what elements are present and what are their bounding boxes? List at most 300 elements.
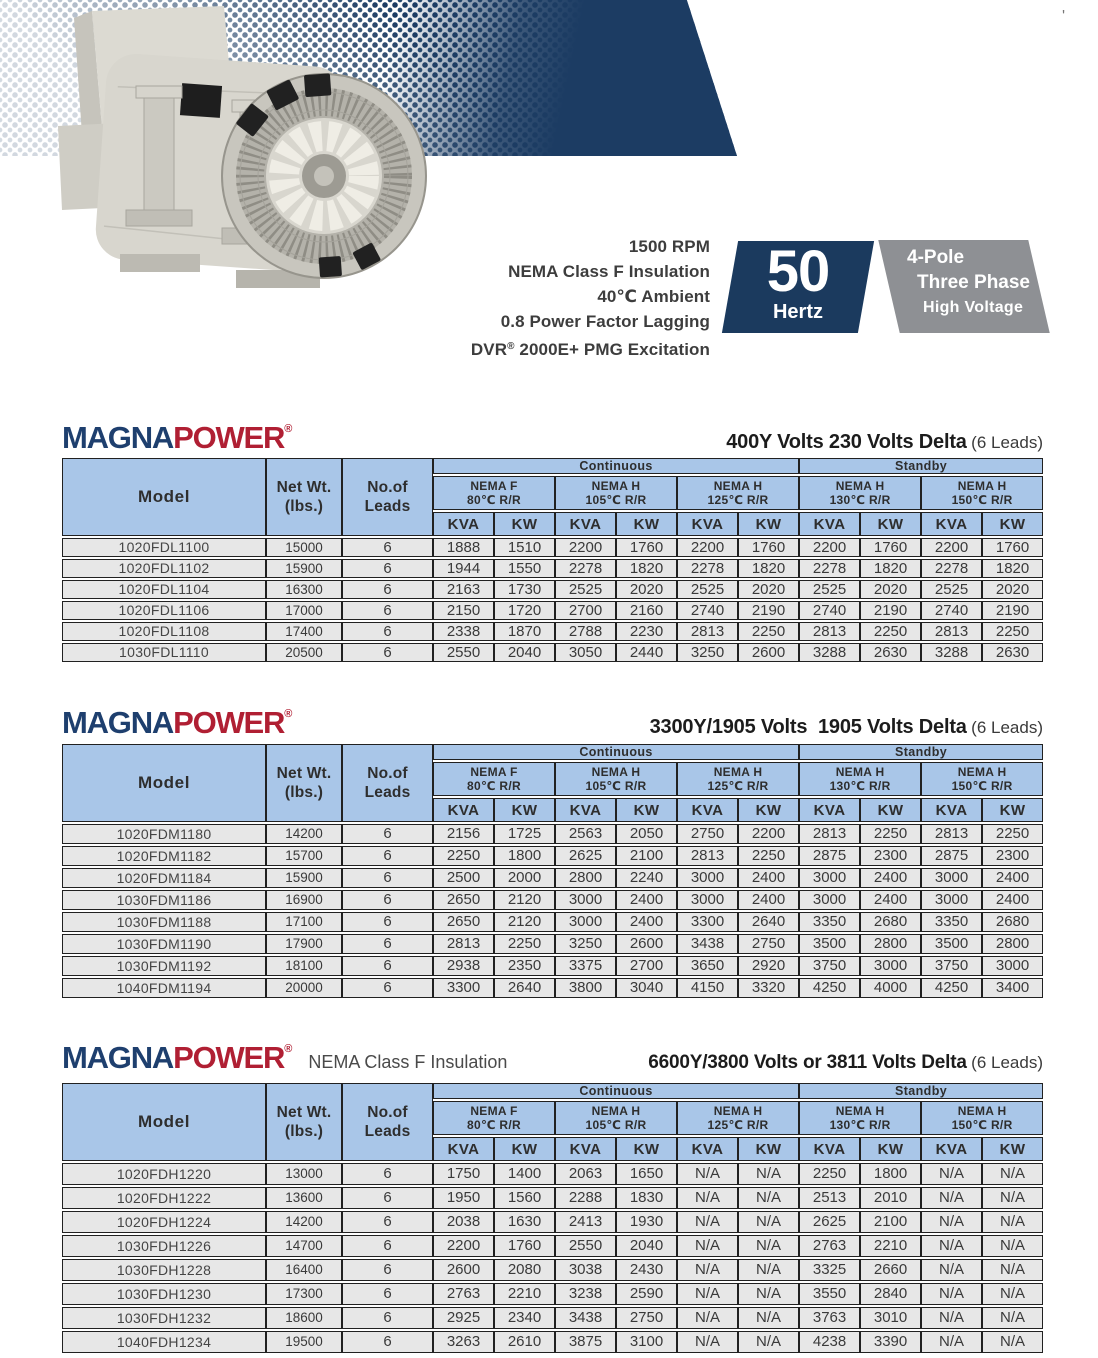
kw-value-cell: 2440 bbox=[616, 643, 677, 662]
leads-cell: 6 bbox=[342, 1163, 433, 1185]
kva-value-cell: N/A bbox=[921, 1235, 982, 1257]
nema-temp: 105℃ R/R bbox=[585, 1118, 647, 1132]
nema-name: NEMA H bbox=[713, 765, 763, 779]
kw-value-cell: 2250 bbox=[982, 622, 1043, 641]
kw-value-cell: 2210 bbox=[494, 1283, 555, 1305]
model-cell: 1030FDH1226 bbox=[62, 1235, 266, 1257]
net-weight-line1: Net Wt. bbox=[276, 765, 332, 782]
kva-value-cell: N/A bbox=[921, 1259, 982, 1281]
kva-value-cell: N/A bbox=[677, 1211, 738, 1233]
kw-value-cell: 2250 bbox=[494, 934, 555, 954]
kva-value-cell: 2200 bbox=[433, 1235, 494, 1257]
table-row bbox=[62, 846, 1043, 866]
nema-name: NEMA H bbox=[591, 479, 641, 493]
table-row bbox=[62, 1283, 1043, 1305]
net-weight-cell: 16900 bbox=[266, 890, 342, 910]
kva-header: KVA bbox=[799, 798, 860, 822]
kva-value-cell: 3763 bbox=[799, 1307, 860, 1329]
kw-value-cell: 1870 bbox=[494, 622, 555, 641]
leads-cell: 6 bbox=[342, 1259, 433, 1281]
kw-value-cell: 1510 bbox=[494, 538, 555, 557]
leads-cell: 6 bbox=[342, 912, 433, 932]
table-1-title-leads: (6 Leads) bbox=[971, 433, 1043, 452]
nema-h-150-header bbox=[921, 762, 1043, 796]
kw-value-cell: 2400 bbox=[616, 890, 677, 910]
model-cell: 1020FDL1108 bbox=[62, 622, 266, 641]
kw-value-cell: 1760 bbox=[982, 538, 1043, 557]
kva-value-cell: 2875 bbox=[921, 846, 982, 866]
kva-value-cell: N/A bbox=[921, 1187, 982, 1209]
kva-value-cell: 2813 bbox=[921, 622, 982, 641]
kw-value-cell: 1760 bbox=[494, 1235, 555, 1257]
kva-value-cell: 4250 bbox=[799, 978, 860, 998]
kva-value-cell: 2163 bbox=[433, 580, 494, 599]
model-cell: 1030FDM1186 bbox=[62, 890, 266, 910]
nema-h-105-header bbox=[555, 1101, 677, 1135]
table-row bbox=[62, 622, 1043, 641]
kva-value-cell: 3050 bbox=[555, 643, 616, 662]
frequency-unit: Hertz bbox=[772, 301, 823, 323]
net-weight-line2: (lbs.) bbox=[284, 784, 324, 801]
model-cell: 1040FDH1234 bbox=[62, 1331, 266, 1353]
kva-value-cell: 2788 bbox=[555, 622, 616, 641]
table-row bbox=[62, 956, 1043, 976]
kva-value-cell: 2740 bbox=[921, 601, 982, 620]
kw-value-cell: 1820 bbox=[738, 559, 799, 578]
kw-value-cell: 2040 bbox=[616, 1235, 677, 1257]
kva-value-cell: 2813 bbox=[677, 622, 738, 641]
kva-value-cell: 3300 bbox=[677, 912, 738, 932]
kva-value-cell: N/A bbox=[677, 1187, 738, 1209]
kw-value-cell: 3010 bbox=[860, 1307, 921, 1329]
nema-name: NEMA H bbox=[835, 765, 885, 779]
kva-value-cell: N/A bbox=[677, 1331, 738, 1353]
table-row bbox=[62, 912, 1043, 932]
kva-value-cell: N/A bbox=[921, 1283, 982, 1305]
spec-line-pf: 0.8 Power Factor Lagging bbox=[500, 312, 710, 331]
table-row bbox=[62, 1235, 1043, 1257]
model-cell: 1030FDH1232 bbox=[62, 1307, 266, 1329]
kw-header: KW bbox=[738, 1137, 799, 1161]
frequency-badge bbox=[730, 241, 866, 333]
kw-value-cell: N/A bbox=[982, 1235, 1043, 1257]
kw-value-cell: 4000 bbox=[860, 978, 921, 998]
kva-value-cell: 3650 bbox=[677, 956, 738, 976]
kw-value-cell: 2100 bbox=[860, 1211, 921, 1233]
kw-header: KW bbox=[982, 798, 1043, 822]
kw-value-cell: N/A bbox=[982, 1211, 1043, 1233]
kva-value-cell: 3350 bbox=[799, 912, 860, 932]
kw-header: KW bbox=[738, 798, 799, 822]
kva-value-cell: 2413 bbox=[555, 1211, 616, 1233]
logo-power: POWER bbox=[173, 1040, 285, 1075]
kva-value-cell: N/A bbox=[677, 1259, 738, 1281]
kw-value-cell: 1930 bbox=[616, 1211, 677, 1233]
leads-cell: 6 bbox=[342, 1235, 433, 1257]
kva-value-cell: 3250 bbox=[677, 643, 738, 662]
kw-value-cell: 2630 bbox=[860, 643, 921, 662]
net-weight-cell: 17000 bbox=[266, 601, 342, 620]
kva-value-cell: 2700 bbox=[555, 601, 616, 620]
kva-value-cell: 3288 bbox=[799, 643, 860, 662]
kw-value-cell: N/A bbox=[738, 1235, 799, 1257]
kva-value-cell: 1888 bbox=[433, 538, 494, 557]
kva-value-cell: 2563 bbox=[555, 824, 616, 844]
logo-power: POWER bbox=[173, 420, 285, 455]
model-cell: 1020FDM1182 bbox=[62, 846, 266, 866]
kw-value-cell: 2680 bbox=[982, 912, 1043, 932]
net-weight-cell: 15900 bbox=[266, 559, 342, 578]
nema-h-125-header bbox=[677, 476, 799, 510]
kva-value-cell: 2278 bbox=[555, 559, 616, 578]
kva-value-cell: 2740 bbox=[799, 601, 860, 620]
model-cell: 1030FDH1228 bbox=[62, 1259, 266, 1281]
kva-value-cell: 2288 bbox=[555, 1187, 616, 1209]
kw-value-cell: 2250 bbox=[738, 846, 799, 866]
kva-header: KVA bbox=[921, 798, 982, 822]
kva-value-cell: 3550 bbox=[799, 1283, 860, 1305]
table-row bbox=[62, 1307, 1043, 1329]
kw-value-cell: N/A bbox=[738, 1163, 799, 1185]
kva-value-cell: 2200 bbox=[555, 538, 616, 557]
kva-value-cell: N/A bbox=[677, 1163, 738, 1185]
kw-value-cell: 2400 bbox=[982, 890, 1043, 910]
kva-value-cell: 2813 bbox=[799, 824, 860, 844]
net-weight-header bbox=[266, 744, 342, 822]
table-row bbox=[62, 978, 1043, 998]
kva-header: KVA bbox=[433, 512, 494, 536]
model-cell: 1020FDM1184 bbox=[62, 868, 266, 888]
kw-value-cell: 2120 bbox=[494, 912, 555, 932]
kva-value-cell: 3000 bbox=[555, 890, 616, 910]
kw-header: KW bbox=[982, 1137, 1043, 1161]
nema-temp: 125℃ R/R bbox=[707, 1118, 769, 1132]
nema-temp: 150℃ R/R bbox=[951, 493, 1013, 507]
kva-header: KVA bbox=[677, 798, 738, 822]
pole-label: 4-Pole bbox=[907, 247, 965, 268]
kva-value-cell: 2150 bbox=[433, 601, 494, 620]
ratings-table-6600v bbox=[62, 1081, 1043, 1355]
kw-value-cell: N/A bbox=[738, 1211, 799, 1233]
kva-value-cell: N/A bbox=[677, 1307, 738, 1329]
kw-value-cell: 2200 bbox=[738, 824, 799, 844]
kw-value-cell: 2400 bbox=[982, 868, 1043, 888]
table-row bbox=[62, 643, 1043, 662]
kw-value-cell: 1760 bbox=[738, 538, 799, 557]
table-row bbox=[62, 824, 1043, 844]
kw-value-cell: 2020 bbox=[860, 580, 921, 599]
table-row bbox=[62, 538, 1043, 557]
kw-value-cell: 2210 bbox=[860, 1235, 921, 1257]
net-weight-cell: 18100 bbox=[266, 956, 342, 976]
kw-value-cell: N/A bbox=[738, 1259, 799, 1281]
net-weight-cell: 17300 bbox=[266, 1283, 342, 1305]
net-weight-cell: 15000 bbox=[266, 538, 342, 557]
kva-value-cell: 3800 bbox=[555, 978, 616, 998]
excitation-text: 2000E+ PMG Excitation bbox=[514, 340, 710, 359]
nema-h-130-header bbox=[799, 1101, 921, 1135]
kva-value-cell: 3250 bbox=[555, 934, 616, 954]
kw-value-cell: N/A bbox=[738, 1331, 799, 1353]
model-cell: 1020FDH1222 bbox=[62, 1187, 266, 1209]
model-cell: 1030FDH1230 bbox=[62, 1283, 266, 1305]
kva-header: KVA bbox=[555, 798, 616, 822]
logo-registered-mark: ® bbox=[284, 1043, 293, 1055]
nema-f-80-header bbox=[433, 762, 555, 796]
kva-value-cell: 2813 bbox=[677, 846, 738, 866]
nema-f-80-header bbox=[433, 1101, 555, 1135]
kw-value-cell: 2700 bbox=[616, 956, 677, 976]
kva-value-cell: 2550 bbox=[555, 1235, 616, 1257]
kva-value-cell: 2650 bbox=[433, 890, 494, 910]
table-3-head bbox=[62, 1083, 1043, 1161]
kva-value-cell: 3000 bbox=[555, 912, 616, 932]
table-row bbox=[62, 1259, 1043, 1281]
leads-header bbox=[342, 1083, 433, 1161]
model-cell: 1020FDL1104 bbox=[62, 580, 266, 599]
kva-value-cell: 2338 bbox=[433, 622, 494, 641]
table-row bbox=[62, 890, 1043, 910]
nema-name: NEMA H bbox=[591, 1104, 641, 1118]
kva-value-cell: 2875 bbox=[799, 846, 860, 866]
model-cell: 1030FDM1192 bbox=[62, 956, 266, 976]
kva-value-cell: 3238 bbox=[555, 1283, 616, 1305]
kva-value-cell: 3000 bbox=[921, 868, 982, 888]
kw-value-cell: 2400 bbox=[738, 890, 799, 910]
kva-value-cell: N/A bbox=[921, 1211, 982, 1233]
net-weight-header bbox=[266, 1083, 342, 1161]
kva-value-cell: 2513 bbox=[799, 1187, 860, 1209]
kw-value-cell: 2300 bbox=[982, 846, 1043, 866]
insulation-note: NEMA Class F Insulation bbox=[308, 1052, 508, 1072]
leads-line1: No.of bbox=[367, 765, 408, 782]
table-2-title-leads: (6 Leads) bbox=[971, 718, 1043, 737]
logo-magna: MAGNA bbox=[62, 420, 174, 455]
table-row bbox=[62, 580, 1043, 599]
kw-value-cell: 3320 bbox=[738, 978, 799, 998]
nema-h-150-header bbox=[921, 476, 1043, 510]
kw-value-cell: 2300 bbox=[860, 846, 921, 866]
leads-cell: 6 bbox=[342, 868, 433, 888]
kw-value-cell: N/A bbox=[982, 1283, 1043, 1305]
kva-value-cell: 2500 bbox=[433, 868, 494, 888]
kw-header: KW bbox=[860, 798, 921, 822]
kw-value-cell: 1830 bbox=[616, 1187, 677, 1209]
kva-header: KVA bbox=[921, 512, 982, 536]
kw-value-cell: 2160 bbox=[616, 601, 677, 620]
kva-header: KVA bbox=[555, 1137, 616, 1161]
nema-temp: 80℃ R/R bbox=[467, 1118, 521, 1132]
table-1-title bbox=[726, 431, 1043, 454]
leads-cell: 6 bbox=[342, 1331, 433, 1353]
section-3-header bbox=[62, 1032, 1043, 1075]
nema-h-125-header bbox=[677, 762, 799, 796]
nema-temp: 125℃ R/R bbox=[707, 493, 769, 507]
nema-h-105-header bbox=[555, 762, 677, 796]
kw-value-cell: 2600 bbox=[738, 643, 799, 662]
kva-value-cell: 2600 bbox=[433, 1259, 494, 1281]
kva-value-cell: 3350 bbox=[921, 912, 982, 932]
nema-f-80-header bbox=[433, 476, 555, 510]
table-2-title bbox=[650, 716, 1043, 739]
kva-value-cell: 2250 bbox=[433, 846, 494, 866]
table-3-title-volts: 6600Y/3800 Volts or 3811 Volts Delta bbox=[648, 1052, 967, 1073]
table-3-title bbox=[648, 1052, 1043, 1074]
model-cell: 1030FDL1110 bbox=[62, 643, 266, 662]
kw-header: KW bbox=[494, 1137, 555, 1161]
kw-value-cell: 1820 bbox=[982, 559, 1043, 578]
kw-value-cell: 2400 bbox=[860, 868, 921, 888]
kva-value-cell: 2525 bbox=[921, 580, 982, 599]
table-row bbox=[62, 1163, 1043, 1185]
kva-value-cell: N/A bbox=[921, 1307, 982, 1329]
net-weight-cell: 16300 bbox=[266, 580, 342, 599]
model-header: Model bbox=[62, 1083, 266, 1161]
continuous-header: Continuous bbox=[433, 744, 799, 760]
kva-value-cell: 2278 bbox=[799, 559, 860, 578]
kva-value-cell: 3000 bbox=[677, 868, 738, 888]
net-weight-cell: 14200 bbox=[266, 824, 342, 844]
kva-value-cell: 2550 bbox=[433, 643, 494, 662]
kw-value-cell: 2010 bbox=[860, 1187, 921, 1209]
model-header: Model bbox=[62, 458, 266, 536]
kva-header: KVA bbox=[799, 1137, 860, 1161]
nema-temp: 130℃ R/R bbox=[829, 1118, 891, 1132]
kw-header: KW bbox=[860, 1137, 921, 1161]
leads-cell: 6 bbox=[342, 890, 433, 910]
kw-value-cell: 2020 bbox=[982, 580, 1043, 599]
kw-value-cell: 2750 bbox=[616, 1307, 677, 1329]
kw-value-cell: 3000 bbox=[982, 956, 1043, 976]
generator-photo bbox=[28, 4, 438, 336]
kva-value-cell: 3000 bbox=[921, 890, 982, 910]
kw-value-cell: 2000 bbox=[494, 868, 555, 888]
net-weight-cell: 15700 bbox=[266, 846, 342, 866]
net-weight-line1: Net Wt. bbox=[276, 1104, 332, 1121]
table-3-title-leads: (6 Leads) bbox=[971, 1053, 1043, 1072]
logo-registered-mark: ® bbox=[284, 708, 293, 720]
leads-line2: Leads bbox=[364, 1123, 411, 1140]
kw-value-cell: 2400 bbox=[738, 868, 799, 888]
table-row bbox=[62, 601, 1043, 620]
nema-h-150-header bbox=[921, 1101, 1043, 1135]
nema-name: NEMA F bbox=[470, 1104, 518, 1118]
kva-header: KVA bbox=[677, 1137, 738, 1161]
leads-cell: 6 bbox=[342, 846, 433, 866]
spec-line-insulation: NEMA Class F Insulation bbox=[508, 262, 710, 281]
magnapower-logo bbox=[62, 697, 292, 740]
leads-cell: 6 bbox=[342, 538, 433, 557]
kw-value-cell: 2400 bbox=[616, 912, 677, 932]
leads-cell: 6 bbox=[342, 1187, 433, 1209]
nema-name: NEMA H bbox=[957, 765, 1007, 779]
continuous-header: Continuous bbox=[433, 1083, 799, 1099]
leads-cell: 6 bbox=[342, 1307, 433, 1329]
leads-cell: 6 bbox=[342, 978, 433, 998]
kw-value-cell: 3100 bbox=[616, 1331, 677, 1353]
net-weight-cell: 14700 bbox=[266, 1235, 342, 1257]
kw-header: KW bbox=[494, 798, 555, 822]
kw-value-cell: 2100 bbox=[616, 846, 677, 866]
leads-cell: 6 bbox=[342, 1211, 433, 1233]
ratings-table-400v bbox=[62, 456, 1043, 664]
kva-value-cell: 4238 bbox=[799, 1331, 860, 1353]
table-1-body bbox=[62, 538, 1043, 662]
kw-value-cell: 2590 bbox=[616, 1283, 677, 1305]
kw-value-cell: 2240 bbox=[616, 868, 677, 888]
net-weight-cell: 17900 bbox=[266, 934, 342, 954]
table-1-title-volts: 400Y Volts 230 Volts Delta bbox=[726, 431, 967, 453]
kw-value-cell: 2350 bbox=[494, 956, 555, 976]
leads-cell: 6 bbox=[342, 934, 433, 954]
kw-header: KW bbox=[616, 798, 677, 822]
section-2-header bbox=[62, 697, 1043, 740]
kva-value-cell: N/A bbox=[677, 1283, 738, 1305]
kva-value-cell: 2813 bbox=[921, 824, 982, 844]
kw-value-cell: 1730 bbox=[494, 580, 555, 599]
kw-value-cell: 2660 bbox=[860, 1259, 921, 1281]
kw-value-cell: 2610 bbox=[494, 1331, 555, 1353]
kw-value-cell: 3000 bbox=[860, 956, 921, 976]
kw-value-cell: 2750 bbox=[738, 934, 799, 954]
net-weight-header bbox=[266, 458, 342, 536]
spec-list bbox=[471, 234, 710, 362]
spec-line-rpm: 1500 RPM bbox=[628, 237, 710, 256]
nema-name: NEMA H bbox=[835, 479, 885, 493]
kva-value-cell: 3000 bbox=[799, 868, 860, 888]
kw-value-cell: 3040 bbox=[616, 978, 677, 998]
kva-header: KVA bbox=[433, 798, 494, 822]
kva-value-cell: 1944 bbox=[433, 559, 494, 578]
pole-phase-badge bbox=[889, 240, 1039, 333]
nema-h-105-header bbox=[555, 476, 677, 510]
kw-value-cell: 2680 bbox=[860, 912, 921, 932]
kva-value-cell: 3750 bbox=[799, 956, 860, 976]
section-1-header bbox=[62, 412, 1043, 455]
table-1-head bbox=[62, 458, 1043, 536]
kva-value-cell: 4150 bbox=[677, 978, 738, 998]
leads-cell: 6 bbox=[342, 643, 433, 662]
kva-header: KVA bbox=[799, 512, 860, 536]
kw-value-cell: 2430 bbox=[616, 1259, 677, 1281]
leads-cell: 6 bbox=[342, 622, 433, 641]
nema-temp: 105℃ R/R bbox=[585, 493, 647, 507]
voltage-label: High Voltage bbox=[923, 299, 1024, 316]
kw-value-cell: 2190 bbox=[738, 601, 799, 620]
kva-value-cell: 2200 bbox=[799, 538, 860, 557]
magnapower-logo bbox=[62, 412, 292, 455]
kw-value-cell: 2120 bbox=[494, 890, 555, 910]
net-weight-cell: 20000 bbox=[266, 978, 342, 998]
kw-value-cell: 2250 bbox=[860, 824, 921, 844]
kva-value-cell: 2740 bbox=[677, 601, 738, 620]
kw-value-cell: N/A bbox=[982, 1307, 1043, 1329]
kw-value-cell: 1725 bbox=[494, 824, 555, 844]
leads-line2: Leads bbox=[364, 784, 411, 801]
kw-value-cell: N/A bbox=[982, 1259, 1043, 1281]
leads-cell: 6 bbox=[342, 559, 433, 578]
kva-value-cell: 2250 bbox=[799, 1163, 860, 1185]
kw-value-cell: 2840 bbox=[860, 1283, 921, 1305]
model-cell: 1020FDL1100 bbox=[62, 538, 266, 557]
kva-value-cell: 2525 bbox=[555, 580, 616, 599]
leads-header bbox=[342, 744, 433, 822]
net-weight-line1: Net Wt. bbox=[276, 479, 332, 496]
kw-value-cell: 2630 bbox=[982, 643, 1043, 662]
kva-value-cell: 2525 bbox=[799, 580, 860, 599]
table-row bbox=[62, 559, 1043, 578]
ratings-table-3300v bbox=[62, 742, 1043, 1000]
